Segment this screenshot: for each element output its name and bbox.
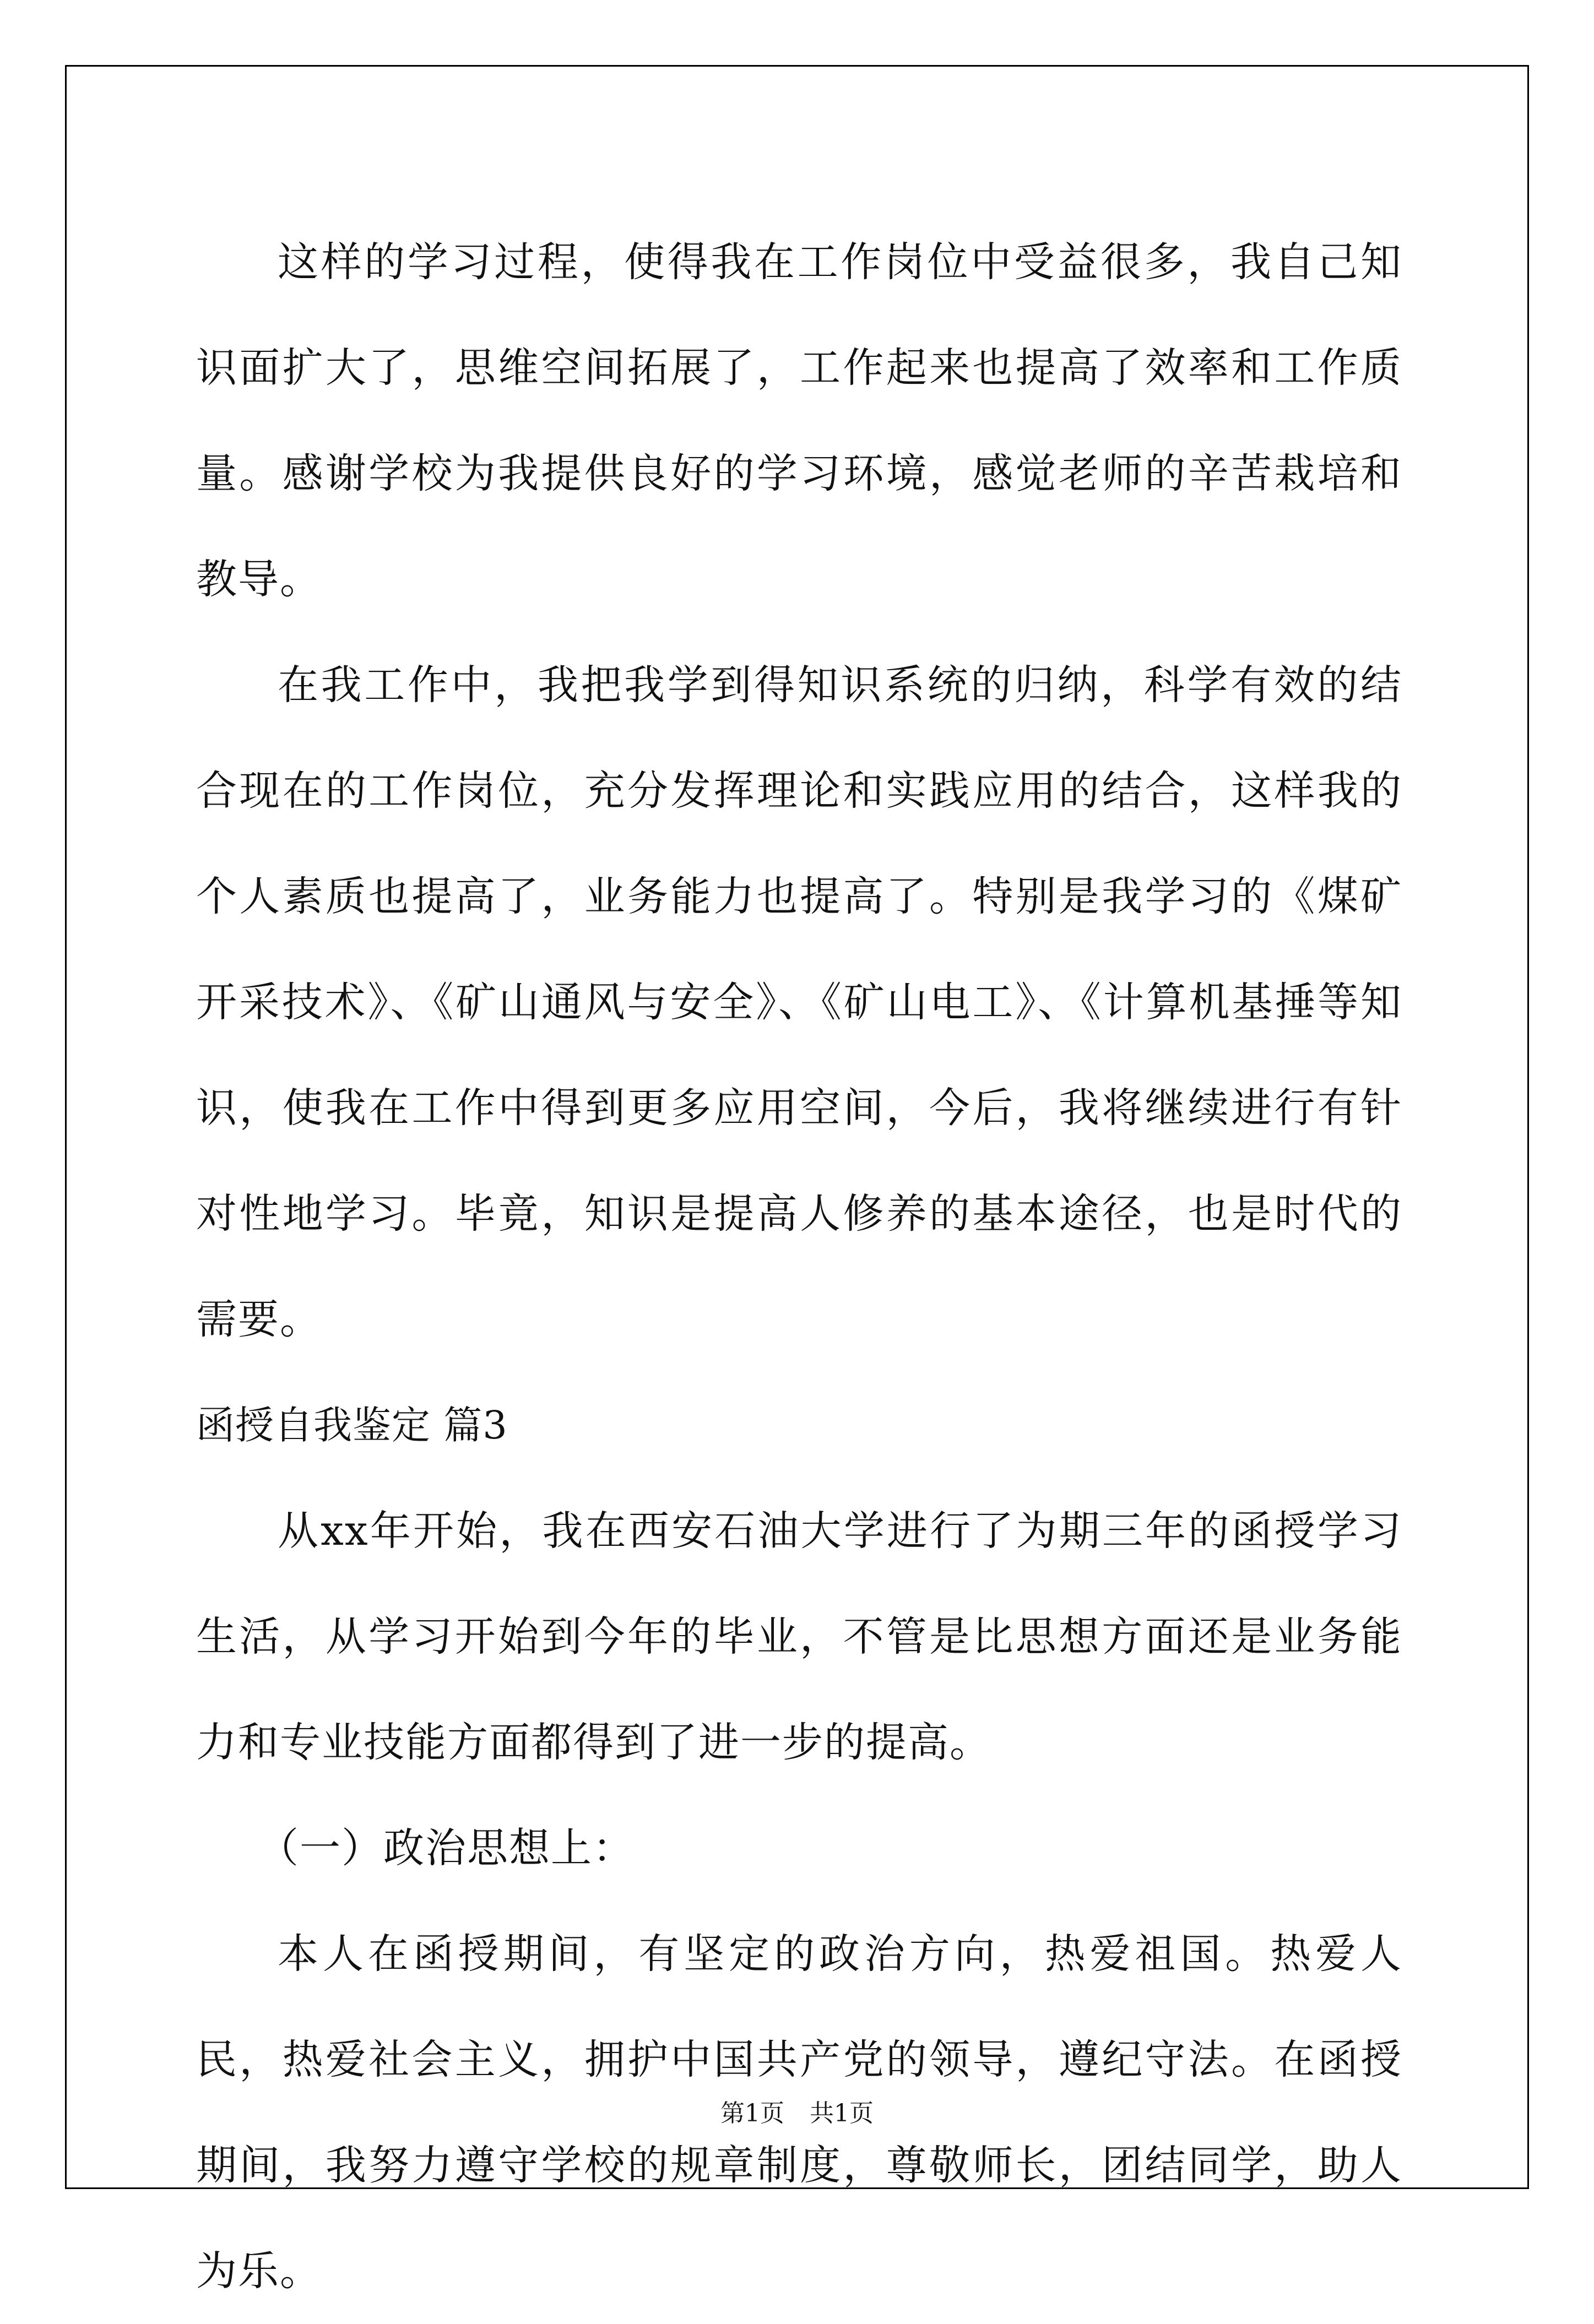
subsection-paragraph: 本人在函授期间，有坚定的政治方向，热爱祖国。热爱人民，热爱社会主义，拥护中国共产党的领导，遵纪守法。在函授期间，我努力遵守学校的规章制度，尊敬师长，团结同学，助人为乐。	[196, 1930, 1402, 2295]
body-paragraph: 这样的学习过程，使得我在工作岗位中受益很多，我自己知识面扩大了，思维空间拓展了，工作起来也提高了效率和工作质量。感谢学校为我提供良好的学习环境，感觉老师的辛苦栽培和教导。	[196, 238, 1402, 603]
section-heading: 函授自我鉴定 篇3	[196, 1403, 508, 1448]
section-paragraph: 从xx年开始，我在西安石油大学进行了为期三年的函授学习生活，从学习开始到今年的毕业，不管是比思想方面还是业务能力和专业技能方面都得到了进一步的提高。	[196, 1507, 1402, 1766]
body-paragraph: 在我工作中，我把我学到得知识系统的归纳，科学有效的结合现在的工作岗位，充分发挥理论和实践应用的结合，这样我的个人素质也提高了，业务能力也提高了。特别是我学习的《煤矿开采技术》、《矿山通风与安全》、《矿山电工》、《计算机基捶等知识，使我在工作中得到更多应用空间，今后，我将继续进行有针对性地学习。毕竟，知识是提高人修养的基本途径，也是时代的需要。	[196, 661, 1402, 1343]
document-body	[196, 209, 1402, 2324]
page-number-total: 共1页	[810, 2099, 874, 2127]
subsection-heading: （一）政治思想上：	[258, 1825, 635, 1872]
page-number-current: 第1页	[720, 2099, 784, 2127]
page-footer	[0, 2097, 1594, 2130]
